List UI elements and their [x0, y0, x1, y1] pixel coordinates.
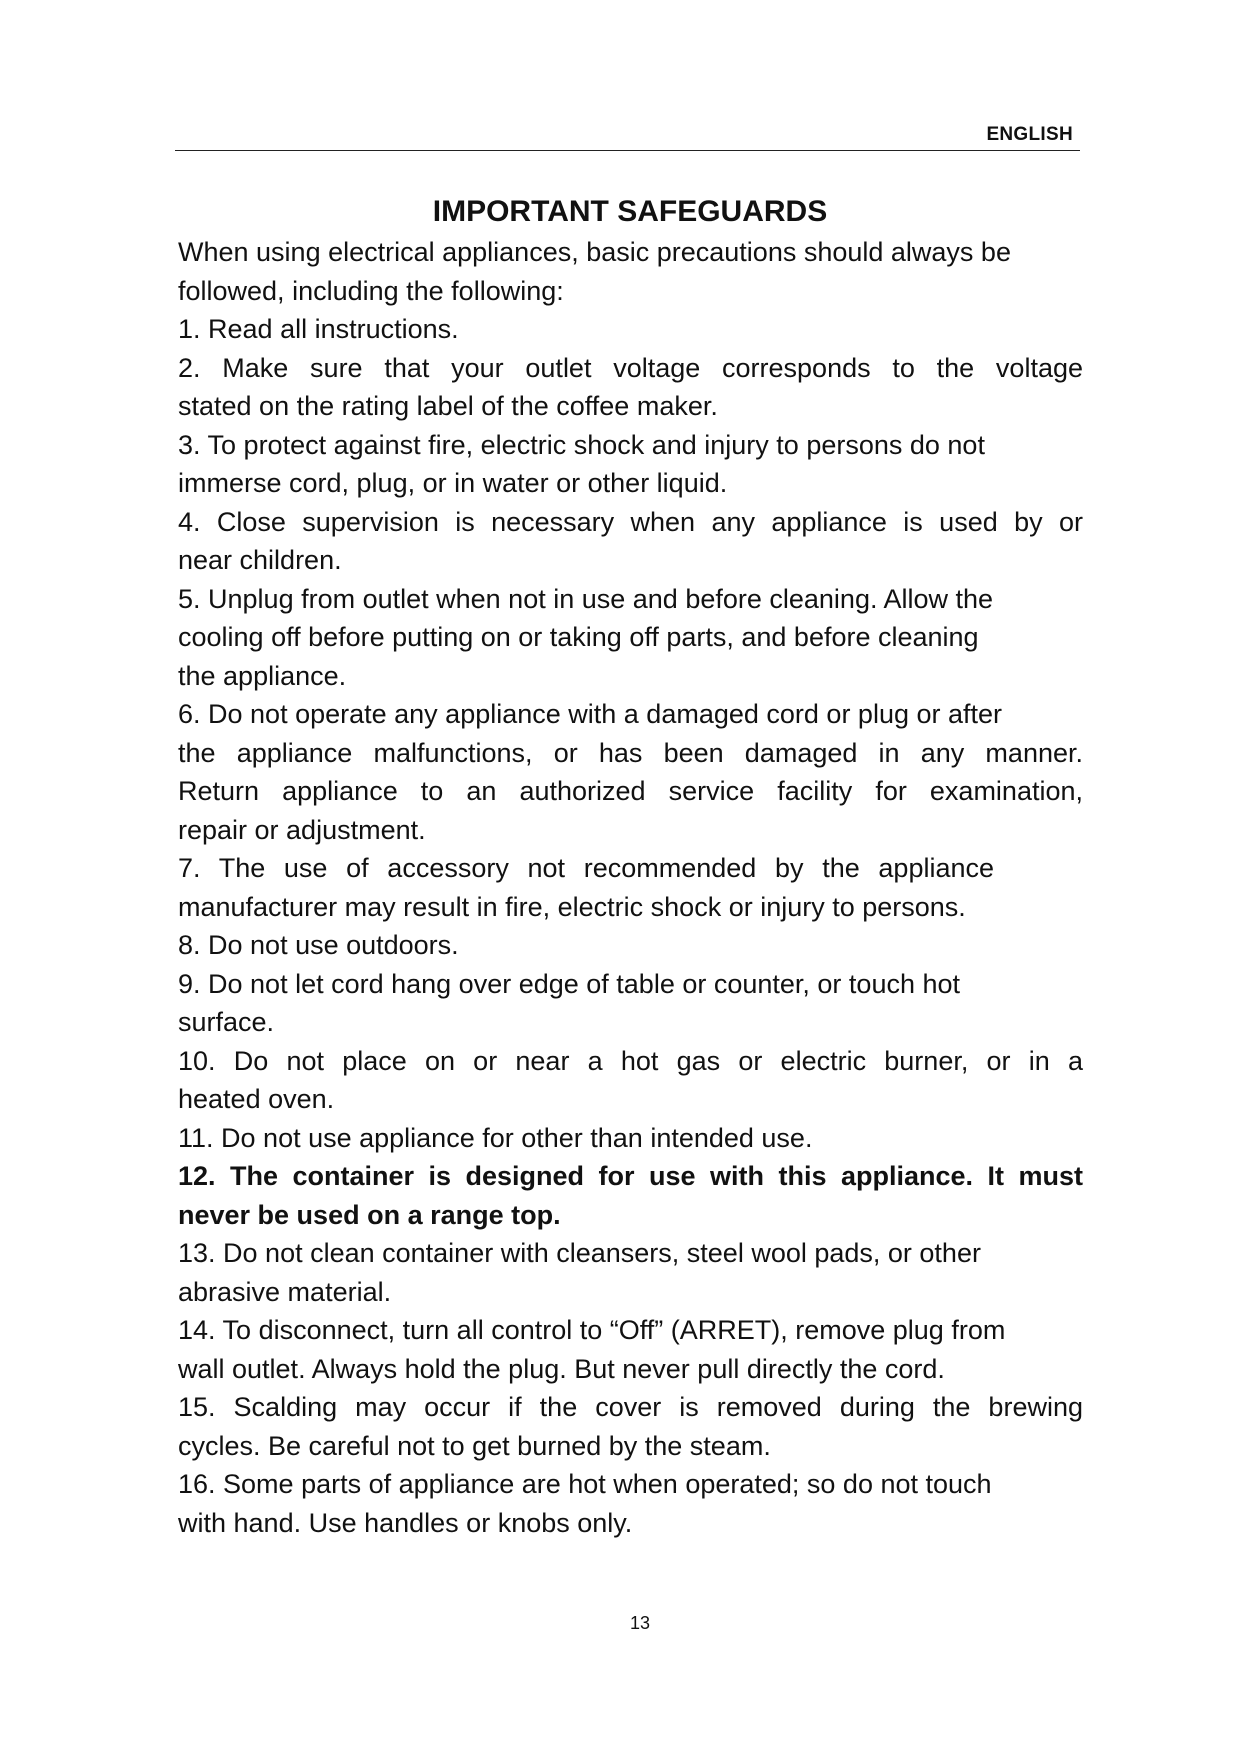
- safeguard-item-11: 11. Do not use appliance for other than intended use.: [178, 1122, 813, 1153]
- safeguard-item-5-line: cooling off before putting on or taking off parts, and before cleaning: [178, 622, 979, 652]
- language-label: ENGLISH: [986, 124, 1073, 145]
- intro-line: When using electrical appliances, basic precautions should always be: [178, 237, 1011, 267]
- safeguard-item-5-line: the appliance.: [178, 660, 347, 691]
- safeguard-item-14-line: wall outlet. Always hold the plug. But never pull directly the cord.: [178, 1353, 945, 1384]
- safeguard-item-5-line: 5. Unplug from outlet when not in use and before cleaning. Allow the: [178, 583, 994, 614]
- safeguard-item-6-line: the appliance malfunctions, or has been damaged in any manner.: [178, 737, 1083, 768]
- safeguard-item-2-line: 2. Make sure that your outlet voltage corresponds to the voltage: [178, 352, 1083, 383]
- safeguard-item-7-line: manufacturer may result in fire, electric shock or injury to persons.: [178, 891, 966, 922]
- safeguard-item-9-line: 9. Do not let cord hang over edge of table or counter, or touch hot: [178, 968, 961, 999]
- safeguard-item-10-line: heated oven.: [178, 1084, 335, 1114]
- safeguard-item-14-line: 14. To disconnect, turn all control to “Off” (ARRET), remove plug from: [178, 1315, 1006, 1345]
- page-number: 13: [629, 1613, 651, 1633]
- safeguard-item-6-line: repair or adjustment.: [178, 814, 426, 845]
- safeguard-item-12-line: never be used on a range top.: [178, 1199, 561, 1230]
- intro-line: followed, including the following:: [178, 275, 564, 306]
- safeguards-body: [178, 233, 1083, 1542]
- safeguard-item-13-line: abrasive material.: [178, 1276, 392, 1307]
- safeguard-item-9-line: surface.: [178, 1007, 275, 1037]
- safeguard-item-13-line: 13. Do not clean container with cleansers, steel wool pads, or other: [178, 1238, 981, 1268]
- safeguard-item-4-line: 4. Close supervision is necessary when any appliance is used by or: [178, 506, 1083, 537]
- safeguard-item-1: 1. Read all instructions.: [178, 314, 459, 344]
- safeguard-item-3-line: 3. To protect against fire, electric shock and injury to persons do not: [178, 429, 985, 460]
- safeguard-item-3-line: immerse cord, plug, or in water or other liquid.: [178, 468, 728, 498]
- safeguard-item-15-line: 15. Scalding may occur if the cover is removed during the brewing: [178, 1392, 1083, 1422]
- safeguard-item-16-line: with hand. Use handles or knobs only.: [178, 1507, 633, 1538]
- safeguard-item-4-line: near children.: [178, 545, 342, 575]
- safeguard-item-6-line: Return appliance to an authorized service facility for examination,: [178, 776, 1083, 806]
- safeguard-item-6-line: 6. Do not operate any appliance with a damaged cord or plug or after: [178, 699, 1003, 729]
- header-divider: [175, 150, 1080, 151]
- safeguard-item-16-line: 16. Some parts of appliance are hot when operated; so do not touch: [178, 1469, 992, 1499]
- safeguard-item-15-line: cycles. Be careful not to get burned by the steam.: [178, 1430, 771, 1461]
- safeguard-item-2-line: stated on the rating label of the coffee maker.: [178, 391, 718, 421]
- safeguard-item-12-line: 12. The container is designed for use with this appliance. It must: [178, 1161, 1083, 1191]
- page-title: IMPORTANT SAFEGUARDS: [432, 195, 828, 228]
- safeguard-item-7-line: 7. The use of accessory not recommended by the appliance: [178, 853, 994, 883]
- safeguard-item-10-line: 10. Do not place on or near a hot gas or electric burner, or in a: [178, 1045, 1083, 1076]
- safeguard-item-8: 8. Do not use outdoors.: [178, 930, 459, 960]
